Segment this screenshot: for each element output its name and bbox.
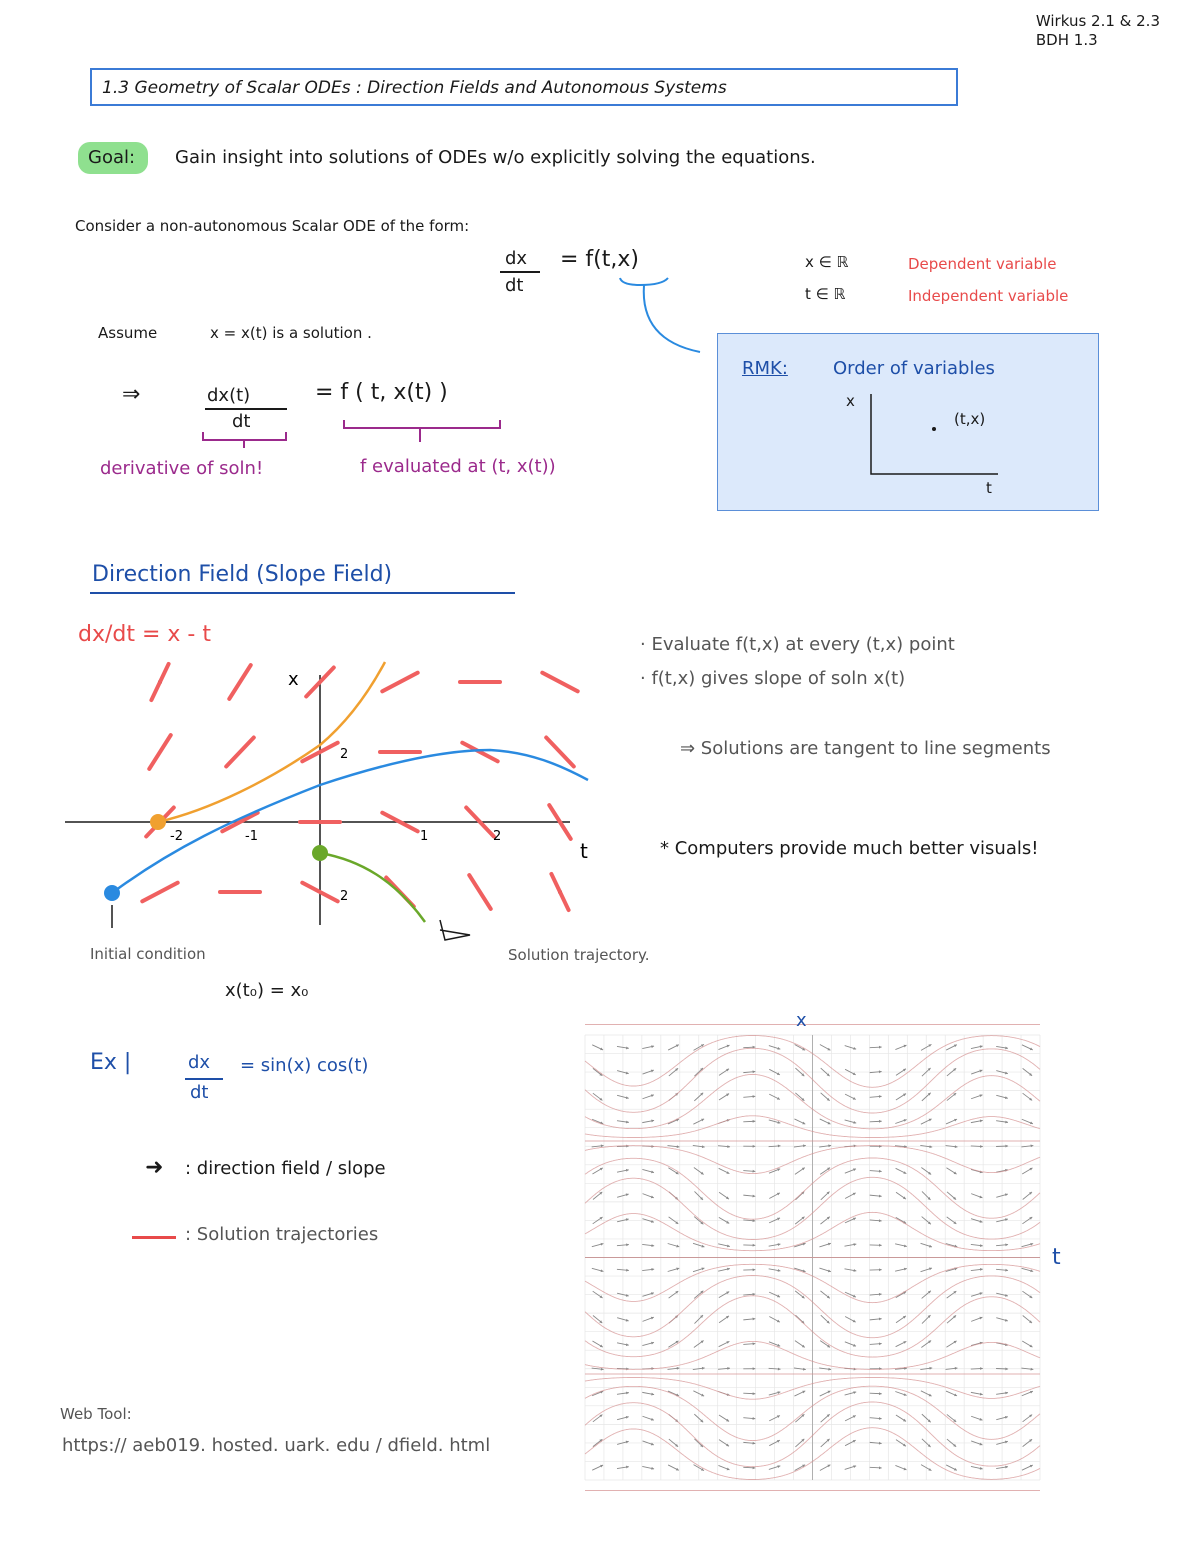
arrow-head <box>753 1318 756 1321</box>
arrow-head <box>753 1268 756 1271</box>
goal-label: Goal: <box>88 147 136 168</box>
direction-field-heading: Direction Field (Slope Field) <box>92 562 393 587</box>
heading-underline <box>90 592 515 594</box>
remark-axes <box>718 334 1100 512</box>
arrow-head <box>753 1293 756 1296</box>
example-label: Ex | <box>90 1050 132 1075</box>
arrow-head <box>753 1145 756 1148</box>
arrow-head <box>879 1046 882 1049</box>
arrow-head <box>904 1268 907 1271</box>
arrow-head <box>727 1268 730 1271</box>
slope-segment <box>551 874 568 910</box>
green-trajectory <box>320 853 425 922</box>
legend-red-line <box>132 1236 176 1239</box>
arrow-head <box>879 1070 882 1073</box>
arrow-head <box>879 1318 882 1321</box>
direction-field-equation: dx/dt = x - t <box>78 622 211 647</box>
arrow-head <box>778 1368 781 1371</box>
arrow-head <box>727 1244 730 1247</box>
remark-title: RMK: <box>742 358 788 379</box>
example-rhs: = sin(x) cos(t) <box>240 1055 369 1076</box>
slope-field-sketch <box>60 660 680 960</box>
derivative-brace <box>203 432 286 448</box>
f-brace <box>344 420 500 442</box>
arrow-head <box>626 1243 629 1246</box>
f-underline-brace <box>620 278 668 285</box>
legend-arrow-icon: ➜ <box>145 1155 164 1180</box>
initial-condition-label: Initial condition <box>90 945 206 963</box>
arrow-head <box>753 1392 756 1395</box>
plot-axis-t-label: t <box>1052 1245 1061 1270</box>
sin-cos-direction-field <box>585 1035 1040 1480</box>
bullet-evaluate: · Evaluate f(t,x) at every (t,x) point <box>640 634 955 655</box>
slope-segment <box>142 883 177 902</box>
dependent-variable-desc: Dependent variable <box>908 255 1057 273</box>
remark-box <box>717 333 1099 511</box>
arrow-head <box>879 1417 882 1420</box>
reference-line-2: BDH 1.3 <box>1035 31 1098 49</box>
implies-arrow: ⇒ <box>122 382 141 407</box>
note-derivative: derivative of soln! <box>100 458 264 479</box>
arrow-head <box>778 1145 781 1148</box>
example-numerator: dx <box>188 1052 211 1073</box>
arrow-head <box>879 1392 882 1395</box>
slope-segment <box>149 735 170 769</box>
rmk-connector <box>644 285 700 352</box>
initial-condition-eq: x(t₀) = x₀ <box>225 980 309 1001</box>
arrow-head <box>1005 1269 1008 1272</box>
tick-pos2: 2 <box>493 829 502 844</box>
orange-trajectory <box>158 662 385 822</box>
ode-lhs-numerator: dx <box>505 248 528 269</box>
tick-neg2: -2 <box>170 829 183 844</box>
goal-text: Gain insight into solutions of ODEs w/o explicitly solving the equations. <box>175 147 816 168</box>
green-initial-point <box>312 845 328 861</box>
legend-trajectories: : Solution trajectories <box>185 1224 379 1245</box>
plot-axis-x-label: x <box>796 1010 807 1031</box>
ode-rhs: = f(t,x) <box>560 247 639 272</box>
independent-variable: t ∈ ℝ <box>805 285 846 303</box>
assume-rhs: = f ( t, x(t) ) <box>315 380 448 405</box>
trajectory-pointer <box>440 920 470 940</box>
web-tool-label: Web Tool: <box>60 1405 132 1423</box>
arrow-head <box>753 1244 756 1247</box>
arrow-head <box>879 1442 882 1445</box>
slope-segment <box>229 665 250 699</box>
blue-initial-point <box>104 885 120 901</box>
arrow-head <box>753 1120 756 1123</box>
arrow-head <box>879 1268 882 1271</box>
arrow-head <box>753 1070 756 1073</box>
reference-line-1: Wirkus 2.1 & 2.3 <box>1035 12 1160 30</box>
sketch-axis-x-label: x <box>288 669 299 690</box>
orange-initial-point <box>150 814 166 830</box>
assume-label: Assume <box>98 324 158 342</box>
tick-pos1: 1 <box>420 829 429 844</box>
arrow-head <box>879 1095 882 1098</box>
arrow-head <box>879 1195 882 1198</box>
arrow-head <box>727 1367 730 1370</box>
slope-segment <box>469 875 490 909</box>
slope-segment <box>151 664 168 700</box>
arrow-head <box>879 1466 882 1469</box>
web-tool-url[interactable]: https:// aeb019. hosted. uark. edu / dfield. html <box>62 1435 491 1456</box>
example-denominator: dt <box>190 1082 209 1103</box>
arrow-head <box>879 1219 882 1222</box>
note-f-evaluated: f evaluated at (t, x(t)) <box>360 456 556 477</box>
remark-axis-x: x <box>846 392 855 410</box>
consider-text: Consider a non-autonomous Scalar ODE of the form: <box>75 217 470 235</box>
remark-point <box>932 427 936 431</box>
arrow-head <box>879 1293 882 1296</box>
slope-segment <box>226 738 254 767</box>
arrow-head <box>1005 1367 1008 1370</box>
independent-variable-desc: Independent variable <box>908 287 1069 305</box>
arrow-head <box>727 1145 730 1148</box>
ode-lhs-denominator: dt <box>505 275 524 296</box>
arrow-head <box>980 1145 983 1148</box>
arrow-head <box>879 1170 882 1173</box>
arrow-head <box>753 1219 756 1222</box>
arrow-head <box>879 1342 882 1345</box>
arrow-head <box>904 1244 907 1247</box>
arrow-head <box>753 1442 756 1445</box>
bullet-slope: · f(t,x) gives slope of soln x(t) <box>640 668 906 689</box>
arrow-head <box>753 1342 756 1345</box>
tick-neg1: -1 <box>245 829 258 844</box>
sketch-axis-t-label: t <box>580 839 588 863</box>
arrow-head <box>879 1244 882 1247</box>
arrow-head <box>1005 1243 1008 1246</box>
derivative-denominator: dt <box>232 411 251 432</box>
trajectory-label: Solution trajectory. <box>508 946 650 964</box>
legend-direction-field: : direction field / slope <box>185 1158 386 1179</box>
remark-axis-t: t <box>986 479 992 497</box>
computers-note: * Computers provide much better visuals! <box>660 838 1039 859</box>
arrow-head <box>753 1367 756 1370</box>
remark-text: Order of variables <box>833 358 995 379</box>
arrow-head <box>753 1417 756 1420</box>
arrow-head <box>879 1120 882 1123</box>
derivative-numerator: dx(t) <box>207 385 251 406</box>
slope-segment <box>542 673 577 692</box>
example-fraction-bar <box>185 1078 223 1080</box>
tick-x-neg2: 2 <box>340 889 349 904</box>
remark-point-label: (t,x) <box>954 410 986 428</box>
arrow-head <box>753 1095 756 1098</box>
arrow-head <box>753 1170 756 1173</box>
dependent-variable: x ∈ ℝ <box>805 253 849 271</box>
tick-x-pos2: 2 <box>340 747 349 762</box>
bullet-tangent: ⇒ Solutions are tangent to line segments <box>680 738 1051 759</box>
slope-segment <box>382 673 417 692</box>
arrow-head <box>753 1195 756 1198</box>
arrow-head <box>626 1269 629 1272</box>
assume-text: x = x(t) is a solution . <box>210 324 372 342</box>
arrow-head <box>980 1367 983 1370</box>
section-title: 1.3 Geometry of Scalar ODEs : Direction Fields and Autonomous Systems <box>102 78 727 98</box>
arrow-head <box>1005 1145 1008 1148</box>
